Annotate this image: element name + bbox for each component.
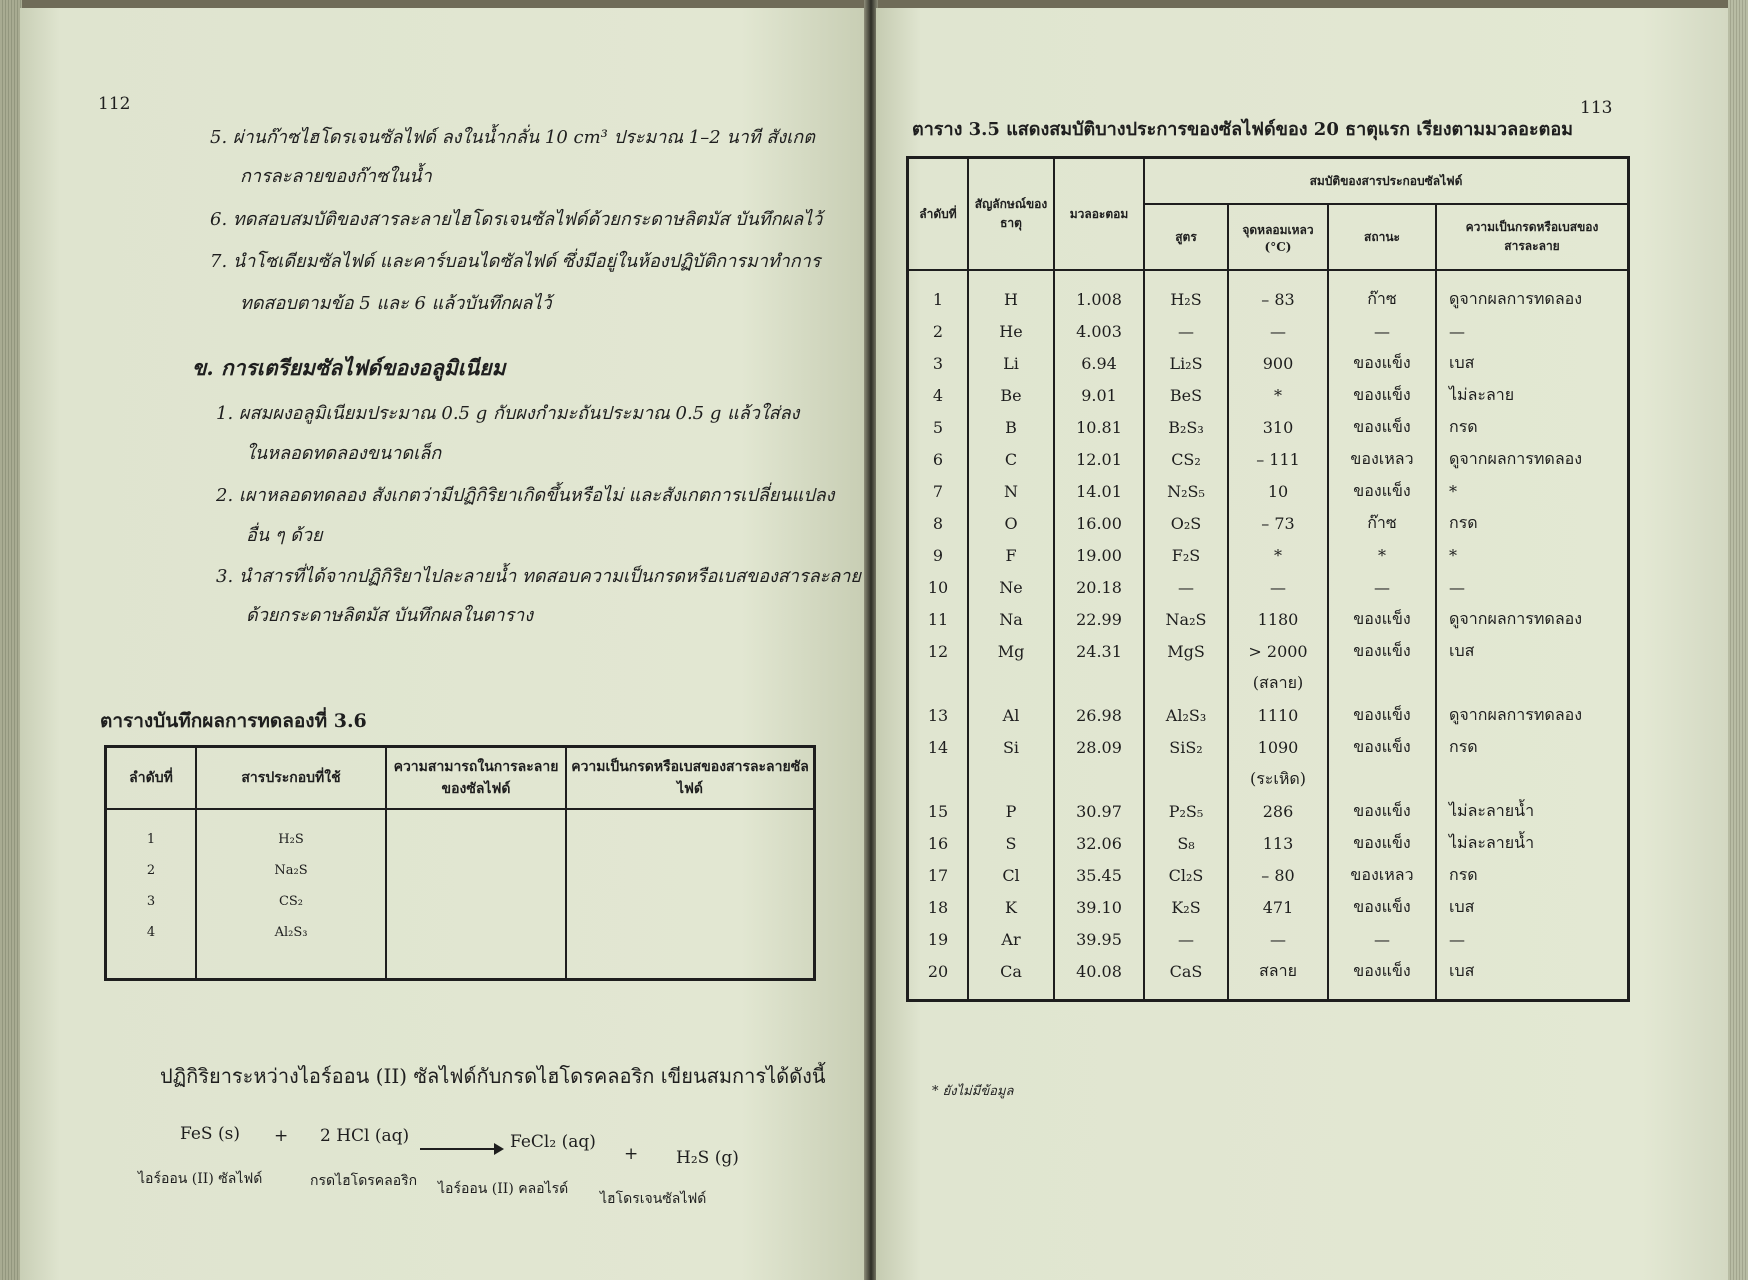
cell-state: ของเหลว [1328,443,1436,475]
cell-no: 4 [908,379,969,411]
cell-acidity [566,917,815,948]
cell-state: — [1328,315,1436,347]
reaction-intro: ปฏิกิริยาระหว่างไอร์ออน (II) ซัลไฟด์กับกรดไฮโดรคลอริก เขียนสมการได้ดังนี้ [160,1064,826,1088]
cell-mp: สลาย [1228,955,1328,987]
table-row [908,859,1629,891]
cell-state: ของแข็ง [1328,699,1436,731]
cell-acidity: กรด [1436,411,1629,443]
cell-acidity: * [1436,475,1629,507]
cell-state: ของแข็ง [1328,731,1436,763]
eq-reactant-2: 2 HCl (aq) [320,1126,410,1146]
eq-label-reactant-2: กรดไฮโดรคลอริก [310,1173,418,1189]
step-7-cont: ทดสอบตามข้อ 5 และ 6 แล้วบันทึกผลไว้ [240,293,552,314]
table-3-6 [104,745,816,981]
cell-solubility [386,824,566,855]
cell-state: ของแข็ง [1328,411,1436,443]
cell-acidity: ดูจากผลการทดลอง [1436,283,1629,315]
header-state: สถานะ [1328,204,1436,270]
eq-product-2: H₂S (g) [676,1148,739,1168]
eq-label-product-1: ไอร์ออน (II) คลอไรด์ [438,1181,569,1197]
cell-acidity: เบส [1436,891,1629,923]
cell-symbol: He [968,315,1054,347]
cell-mass: 12.01 [1054,443,1144,475]
cell-mass: 14.01 [1054,475,1144,507]
table-row [908,827,1629,859]
cell-acidity: เบส [1436,347,1629,379]
cell-acidity [566,824,815,855]
cell-formula: — [1144,571,1228,603]
table-row [908,315,1629,347]
footnote: * ยังไม่มีข้อมูล [932,1084,1014,1099]
cell-symbol: O [968,507,1054,539]
cell-formula: — [1144,923,1228,955]
cell-symbol: C [968,443,1054,475]
cell-no: 8 [908,507,969,539]
cell-compound: Na₂S [196,855,386,886]
table-row [106,917,815,948]
cell-symbol: Ne [968,571,1054,603]
cell-acidity: ดูจากผลการทดลอง [1436,699,1629,731]
eq-plus-1: + [274,1126,289,1146]
cell-symbol: K [968,891,1054,923]
cell-formula: P₂S₅ [1144,795,1228,827]
step-b1: 1. ผสมผงอลูมิเนียมประมาณ 0.5 g กับผงกำมะถันประมาณ 0.5 g แล้วใส่ลง [216,403,800,424]
cell-symbol: N [968,475,1054,507]
step-b1-cont: ในหลอดทดลองขนาดเล็ก [246,443,442,464]
cell-mp: 471 [1228,891,1328,923]
cell-acidity: — [1436,315,1629,347]
cell-mass: 4.003 [1054,315,1144,347]
cell-acidity [1436,763,1629,795]
table-header-row [106,747,815,810]
table-3-5-title: ตาราง 3.5 แสดงสมบัติบางประการของซัลไฟด์ของ 20 ธาตุแรก เรียงตามมวลอะตอม [912,119,1574,140]
header-acidity: ความเป็นกรดหรือเบสของสารละลาย [1436,204,1629,270]
cell-symbol: Si [968,731,1054,763]
table-row [908,347,1629,379]
table-row [908,635,1629,667]
eq-label-product-2: ไฮโดรเจนซัลไฟด์ [600,1191,707,1207]
cell-compound: H₂S [196,824,386,855]
cell-formula [1144,763,1228,795]
header-group: สมบัติของสารประกอบซัลไฟด์ [1144,158,1629,205]
table-row [908,379,1629,411]
cell-mass: 35.45 [1054,859,1144,891]
cell-formula: Na₂S [1144,603,1228,635]
cell-state: ก๊าซ [1328,283,1436,315]
cell-formula: BeS [1144,379,1228,411]
table-row [106,824,815,855]
cell-mp: 286 [1228,795,1328,827]
cell-mp: – 73 [1228,507,1328,539]
cell-no: 15 [908,795,969,827]
book-edge-right [1728,0,1748,1280]
cell-no: 6 [908,443,969,475]
cell-formula [1144,667,1228,699]
cell-mp: 113 [1228,827,1328,859]
step-b2-cont: อื่น ๆ ด้วย [246,525,323,546]
table-row [908,955,1629,987]
header-no: ลำดับที่ [908,158,969,271]
table-row [908,507,1629,539]
cell-state: ของแข็ง [1328,603,1436,635]
cell-mp: 1110 [1228,699,1328,731]
cell-no: 17 [908,859,969,891]
cell-mp: 900 [1228,347,1328,379]
cell-state: ของแข็ง [1328,955,1436,987]
table-row [908,795,1629,827]
cell-formula: B₂S₃ [1144,411,1228,443]
cell-acidity: ไม่ละลายน้ำ [1436,795,1629,827]
cell-formula: MgS [1144,635,1228,667]
cell-acidity: กรด [1436,507,1629,539]
cell-state: ของแข็ง [1328,795,1436,827]
cell-no: 4 [106,917,197,948]
cell-state: — [1328,571,1436,603]
cell-mass: 10.81 [1054,411,1144,443]
cell-symbol: Ca [968,955,1054,987]
cell-state: ของแข็ง [1328,379,1436,411]
cell-mass: 6.94 [1054,347,1144,379]
table-row [908,923,1629,955]
cell-state: ก๊าซ [1328,507,1436,539]
cell-state: ของแข็ง [1328,827,1436,859]
header-solubility: ความสามารถในการละลายของซัลไฟด์ [386,747,566,810]
table-row [908,571,1629,603]
cell-mp: 10 [1228,475,1328,507]
table-row [908,891,1629,923]
cell-no [908,667,969,699]
cell-symbol: Na [968,603,1054,635]
cell-mp: * [1228,379,1328,411]
cell-symbol: B [968,411,1054,443]
cell-formula: Li₂S [1144,347,1228,379]
cell-acidity: ดูจากผลการทดลอง [1436,603,1629,635]
cell-state: — [1328,923,1436,955]
cell-symbol: Cl [968,859,1054,891]
book-edge-left [0,0,22,1280]
cell-no: 2 [908,315,969,347]
header-symbol: สัญลักษณ์ของธาตุ [968,158,1054,271]
step-6: 6. ทดสอบสมบัติของสารละลายไฮโดรเจนซัลไฟด์ด้วยกระดาษลิตมัส บันทึกผลไว้ [210,209,823,230]
cell-acidity: เบส [1436,955,1629,987]
header-no: ลำดับที่ [106,747,197,810]
cell-mp: — [1228,923,1328,955]
cell-no: 10 [908,571,969,603]
cell-no: 20 [908,955,969,987]
cell-state: ของแข็ง [1328,347,1436,379]
cell-state: ของแข็ง [1328,475,1436,507]
cell-formula: CS₂ [1144,443,1228,475]
cell-no: 19 [908,923,969,955]
cell-symbol: H [968,283,1054,315]
cell-symbol: Mg [968,635,1054,667]
cell-mp: – 111 [1228,443,1328,475]
left-page [20,8,868,1280]
cell-compound: CS₂ [196,886,386,917]
cell-formula: H₂S [1144,283,1228,315]
cell-state [1328,667,1436,699]
cell-no: 7 [908,475,969,507]
cell-formula: CaS [1144,955,1228,987]
cell-formula: N₂S₅ [1144,475,1228,507]
step-5: 5. ผ่านก๊าซไฮโดรเจนซัลไฟด์ ลงในน้ำกลั่น 10 cm³ ประมาณ 1–2 นาที สังเกต [210,127,815,148]
cell-no [908,763,969,795]
cell-mp: 1090 [1228,731,1328,763]
cell-mass: 26.98 [1054,699,1144,731]
cell-mp: * [1228,539,1328,571]
cell-solubility [386,855,566,886]
table-row [908,699,1629,731]
cell-symbol: F [968,539,1054,571]
cell-formula: Al₂S₃ [1144,699,1228,731]
eq-plus-2: + [624,1144,639,1164]
header-compound: สารประกอบที่ใช้ [196,747,386,810]
table-3-6-caption: ตารางบันทึกผลการทดลองที่ 3.6 [100,710,367,732]
cell-acidity [1436,667,1629,699]
step-b3-cont: ด้วยกระดาษลิตมัส บันทึกผลในตาราง [246,605,534,626]
cell-symbol: Al [968,699,1054,731]
cell-no: 3 [908,347,969,379]
table-header-row [908,158,1629,205]
cell-mp: 1180 [1228,603,1328,635]
cell-compound: Al₂S₃ [196,917,386,948]
cell-mass: 32.06 [1054,827,1144,859]
cell-mass: 39.10 [1054,891,1144,923]
cell-no: 1 [106,824,197,855]
eq-reactant-1: FeS (s) [180,1124,240,1144]
table-3-5 [906,156,1630,1002]
cell-symbol: Ar [968,923,1054,955]
cell-no: 12 [908,635,969,667]
cell-formula: SiS₂ [1144,731,1228,763]
cell-mass: 24.31 [1054,635,1144,667]
header-formula: สูตร [1144,204,1228,270]
cell-symbol: P [968,795,1054,827]
cell-mass: 1.008 [1054,283,1144,315]
cell-formula: Cl₂S [1144,859,1228,891]
step-7: 7. นำโซเดียมซัลไฟด์ และคาร์บอนไดซัลไฟด์ ซึ่งมีอยู่ในห้องปฏิบัติการมาทำการ [210,251,821,272]
cell-acidity: กรด [1436,731,1629,763]
cell-acidity: — [1436,571,1629,603]
eq-label-reactant-1: ไอร์ออน (II) ซัลไฟด์ [138,1171,263,1187]
cell-mp: (สลาย) [1228,667,1328,699]
table-row [908,731,1629,763]
header-mp: จุดหลอมเหลว (°C) [1228,204,1328,270]
cell-symbol: Li [968,347,1054,379]
cell-acidity [566,855,815,886]
cell-mp: — [1228,571,1328,603]
cell-acidity: ไม่ละลาย [1436,379,1629,411]
cell-acidity: เบส [1436,635,1629,667]
cell-mass: 22.99 [1054,603,1144,635]
cell-solubility [386,886,566,917]
table-row [908,603,1629,635]
cell-mp: — [1228,315,1328,347]
cell-mass [1054,763,1144,795]
cell-mass [1054,667,1144,699]
table-row [908,667,1629,699]
cell-no: 11 [908,603,969,635]
eq-product-1: FeCl₂ (aq) [510,1132,596,1152]
cell-no: 16 [908,827,969,859]
cell-no: 1 [908,283,969,315]
table-row [106,855,815,886]
cell-state: ของแข็ง [1328,891,1436,923]
cell-no: 13 [908,699,969,731]
cell-no: 3 [106,886,197,917]
cell-mp: > 2000 [1228,635,1328,667]
cell-formula: O₂S [1144,507,1228,539]
page-number-left: 112 [98,94,131,114]
cell-state [1328,763,1436,795]
table-row [106,886,815,917]
cell-mp: – 83 [1228,283,1328,315]
cell-acidity [566,886,815,917]
page-number-right: 113 [1580,98,1613,118]
step-b2: 2. เผาหลอดทดลอง สังเกตว่ามีปฏิกิริยาเกิดขึ้นหรือไม่ และสังเกตการเปลี่ยนแปลง [216,485,835,506]
cell-mp: 310 [1228,411,1328,443]
cell-mass: 20.18 [1054,571,1144,603]
cell-mp: – 80 [1228,859,1328,891]
cell-mass: 28.09 [1054,731,1144,763]
table-row [908,539,1629,571]
cell-symbol [968,763,1054,795]
cell-mass: 30.97 [1054,795,1144,827]
header-acidity: ความเป็นกรดหรือเบสของสารละลายซัลไฟด์ [566,747,815,810]
cell-acidity: ไม่ละลายน้ำ [1436,827,1629,859]
section-subheading: ข. การเตรียมซัลไฟด์ของอลูมิเนียม [192,355,506,380]
step-b3: 3. นำสารที่ได้จากปฏิกิริยาไปละลายน้ำ ทดสอบความเป็นกรดหรือเบสของสารละลาย [216,566,861,587]
table-row [908,283,1629,315]
cell-mass: 40.08 [1054,955,1144,987]
cell-solubility [386,917,566,948]
cell-state: ของแข็ง [1328,635,1436,667]
cell-acidity: กรด [1436,859,1629,891]
cell-acidity: * [1436,539,1629,571]
cell-no: 14 [908,731,969,763]
cell-no: 9 [908,539,969,571]
cell-mass: 9.01 [1054,379,1144,411]
cell-symbol: Be [968,379,1054,411]
cell-no: 5 [908,411,969,443]
cell-mass: 39.95 [1054,923,1144,955]
cell-formula: F₂S [1144,539,1228,571]
cell-no: 2 [106,855,197,886]
cell-symbol: S [968,827,1054,859]
cell-no: 18 [908,891,969,923]
step-5-cont: การละลายของก๊าซในน้ำ [240,166,432,187]
cell-mp: (ระเหิด) [1228,763,1328,795]
cell-state: ของเหลว [1328,859,1436,891]
table-row [908,411,1629,443]
table-row [908,443,1629,475]
cell-formula: — [1144,315,1228,347]
cell-acidity: ดูจากผลการทดลอง [1436,443,1629,475]
header-mass: มวลอะตอม [1054,158,1144,271]
right-page [876,8,1728,1280]
cell-acidity: — [1436,923,1629,955]
cell-formula: S₈ [1144,827,1228,859]
cell-formula: K₂S [1144,891,1228,923]
cell-mass: 16.00 [1054,507,1144,539]
table-row [908,475,1629,507]
table-row [908,763,1629,795]
cell-state: * [1328,539,1436,571]
reaction-arrow-icon [420,1148,502,1150]
cell-symbol [968,667,1054,699]
cell-mass: 19.00 [1054,539,1144,571]
